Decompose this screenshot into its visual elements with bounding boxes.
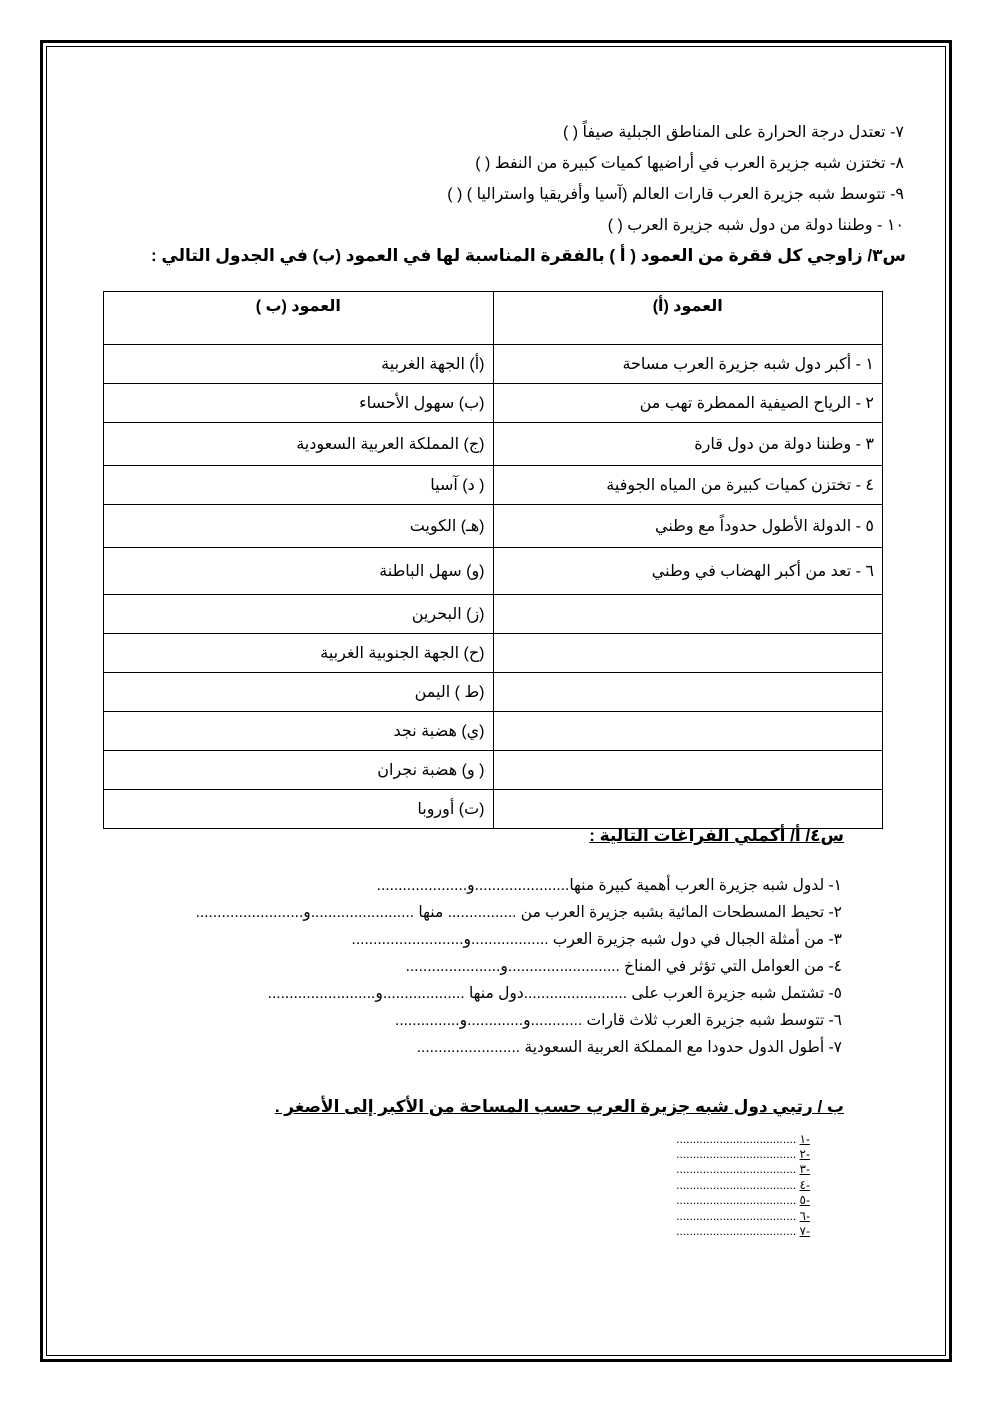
rank-number: -٦ bbox=[799, 1209, 810, 1223]
fill-item-7: ٧- أطول الدول حدودا مع المملكة العربية السعودية ........................ bbox=[416, 1039, 842, 1056]
table-row bbox=[104, 505, 883, 548]
col-b-cell: ( د) آسيا bbox=[104, 466, 494, 505]
rank-item bbox=[660, 1209, 810, 1223]
rank-blank: .................................... bbox=[676, 1162, 797, 1176]
rank-item bbox=[660, 1147, 810, 1161]
fill-item-3: ٣- من أمثلة الجبال في دول شبه جزيرة العرب ..................و.......................... bbox=[351, 931, 842, 948]
table-row bbox=[104, 345, 883, 384]
col-a-cell bbox=[493, 595, 883, 634]
col-b-cell: (و) سهل الباطنة bbox=[104, 548, 494, 595]
rank-blank: .................................... bbox=[676, 1209, 797, 1223]
rank-number: -٧ bbox=[799, 1224, 810, 1238]
col-a-cell bbox=[493, 790, 883, 829]
rank-number: -١ bbox=[799, 1132, 810, 1146]
rank-number: -٣ bbox=[799, 1162, 810, 1176]
col-a-cell: ٢ - الرياح الصيفية الممطرة تهب من bbox=[493, 384, 883, 423]
col-a-cell: ١ - أكبر دول شبه جزيرة العرب مساحة bbox=[493, 345, 883, 384]
rank-blank: .................................... bbox=[676, 1147, 797, 1161]
q4-heading: س٤/ أ/ أكملي الفراغات التالية : bbox=[589, 826, 844, 845]
table-row bbox=[104, 466, 883, 505]
col-a-cell: ٦ - تعد من أكبر الهضاب في وطني bbox=[493, 548, 883, 595]
table-row bbox=[104, 712, 883, 751]
fill-item-2: ٢- تحيط المسطحات المائية بشبه جزيرة العرب من ................ منها ........................و......................... bbox=[195, 904, 842, 921]
table-row bbox=[104, 384, 883, 423]
table-row bbox=[104, 595, 883, 634]
col-a-cell: ٤ - تختزن كميات كبيرة من المياه الجوفية bbox=[493, 466, 883, 505]
col-b-header: العمود (ب ) bbox=[104, 292, 494, 345]
col-a-cell bbox=[493, 673, 883, 712]
table-header-row bbox=[104, 292, 883, 345]
col-a-cell bbox=[493, 712, 883, 751]
rank-blank: .................................... bbox=[676, 1193, 797, 1207]
col-a-cell: ٣ - وطننا دولة من دول قارة bbox=[493, 423, 883, 466]
col-a-cell bbox=[493, 634, 883, 673]
table-row bbox=[104, 673, 883, 712]
rank-number: -٤ bbox=[799, 1178, 810, 1192]
table-row bbox=[104, 634, 883, 673]
rank-item bbox=[660, 1193, 810, 1207]
col-b-cell: (ي) هضبة نجد bbox=[104, 712, 494, 751]
true-false-item-9: ٩- تتوسط شبه جزيرة العرب قارات العالم (آسيا وأفريقيا واستراليا ) ( ) bbox=[447, 186, 904, 203]
true-false-item-10: ١٠ - وطننا دولة من دول شبه جزيرة العرب ( ) bbox=[607, 217, 904, 234]
rank-number: -٥ bbox=[799, 1193, 810, 1207]
rank-blank: .................................... bbox=[676, 1132, 797, 1146]
col-a-cell bbox=[493, 751, 883, 790]
rank-item bbox=[660, 1162, 810, 1176]
true-false-item-8: ٨- تختزن شبه جزيرة العرب في أراضيها كميات كبيرة من النفط ( ) bbox=[475, 155, 904, 172]
rank-item bbox=[660, 1178, 810, 1192]
col-b-cell: (ط ) اليمن bbox=[104, 673, 494, 712]
true-false-item-7: ٧- تعتدل درجة الحرارة على المناطق الجبلية صيفاً ( ) bbox=[562, 124, 904, 141]
table-row bbox=[104, 790, 883, 829]
col-b-cell: (ب) سهول الأحساء bbox=[104, 384, 494, 423]
col-a-header: العمود (أ) bbox=[493, 292, 883, 345]
q3-heading: س٣/ زاوجي كل فقرة من العمود ( أ ) بالفقرة المناسبة لها في العمود (ب) في الجدول التالي : bbox=[151, 246, 906, 265]
fill-item-1: ١- لدول شبه جزيرة العرب أهمية كبيرة منها......................و..................... bbox=[376, 877, 842, 894]
fill-item-4: ٤- من العوامل التي تؤثر في المناخ ..........................و...................... bbox=[405, 958, 842, 975]
table-row bbox=[104, 548, 883, 595]
rank-item bbox=[660, 1132, 810, 1146]
fill-item-6: ٦- تتوسط شبه جزيرة العرب ثلاث قارات ............و.............و............... bbox=[395, 1012, 842, 1029]
col-b-cell: (ج) المملكة العربية السعودية bbox=[104, 423, 494, 466]
col-a-cell: ٥ - الدولة الأطول حدوداً مع وطني bbox=[493, 505, 883, 548]
table-row bbox=[104, 751, 883, 790]
rank-number: -٢ bbox=[799, 1147, 810, 1161]
fill-item-5: ٥- تشتمل شبه جزيرة العرب على ........................دول منها ...................و......................... bbox=[267, 985, 842, 1002]
col-b-cell: (ح) الجهة الجنوبية الغربية bbox=[104, 634, 494, 673]
col-b-cell: (أ) الجهة الغربية bbox=[104, 345, 494, 384]
rank-item bbox=[660, 1224, 810, 1238]
rank-blank: .................................... bbox=[676, 1178, 797, 1192]
col-b-cell: (ت) أوروبا bbox=[104, 790, 494, 829]
col-b-cell: (هـ) الكويت bbox=[104, 505, 494, 548]
col-b-cell: (ز) البحرين bbox=[104, 595, 494, 634]
matching-table bbox=[103, 291, 883, 829]
col-b-cell: ( و) هضبة نجران bbox=[104, 751, 494, 790]
table-row bbox=[104, 423, 883, 466]
part-b-heading: ب / رتبي دول شبه جزيرة العرب حسب المساحة من الأكبر إلى الأصغر . bbox=[274, 1097, 844, 1116]
rank-blank: .................................... bbox=[676, 1224, 797, 1238]
